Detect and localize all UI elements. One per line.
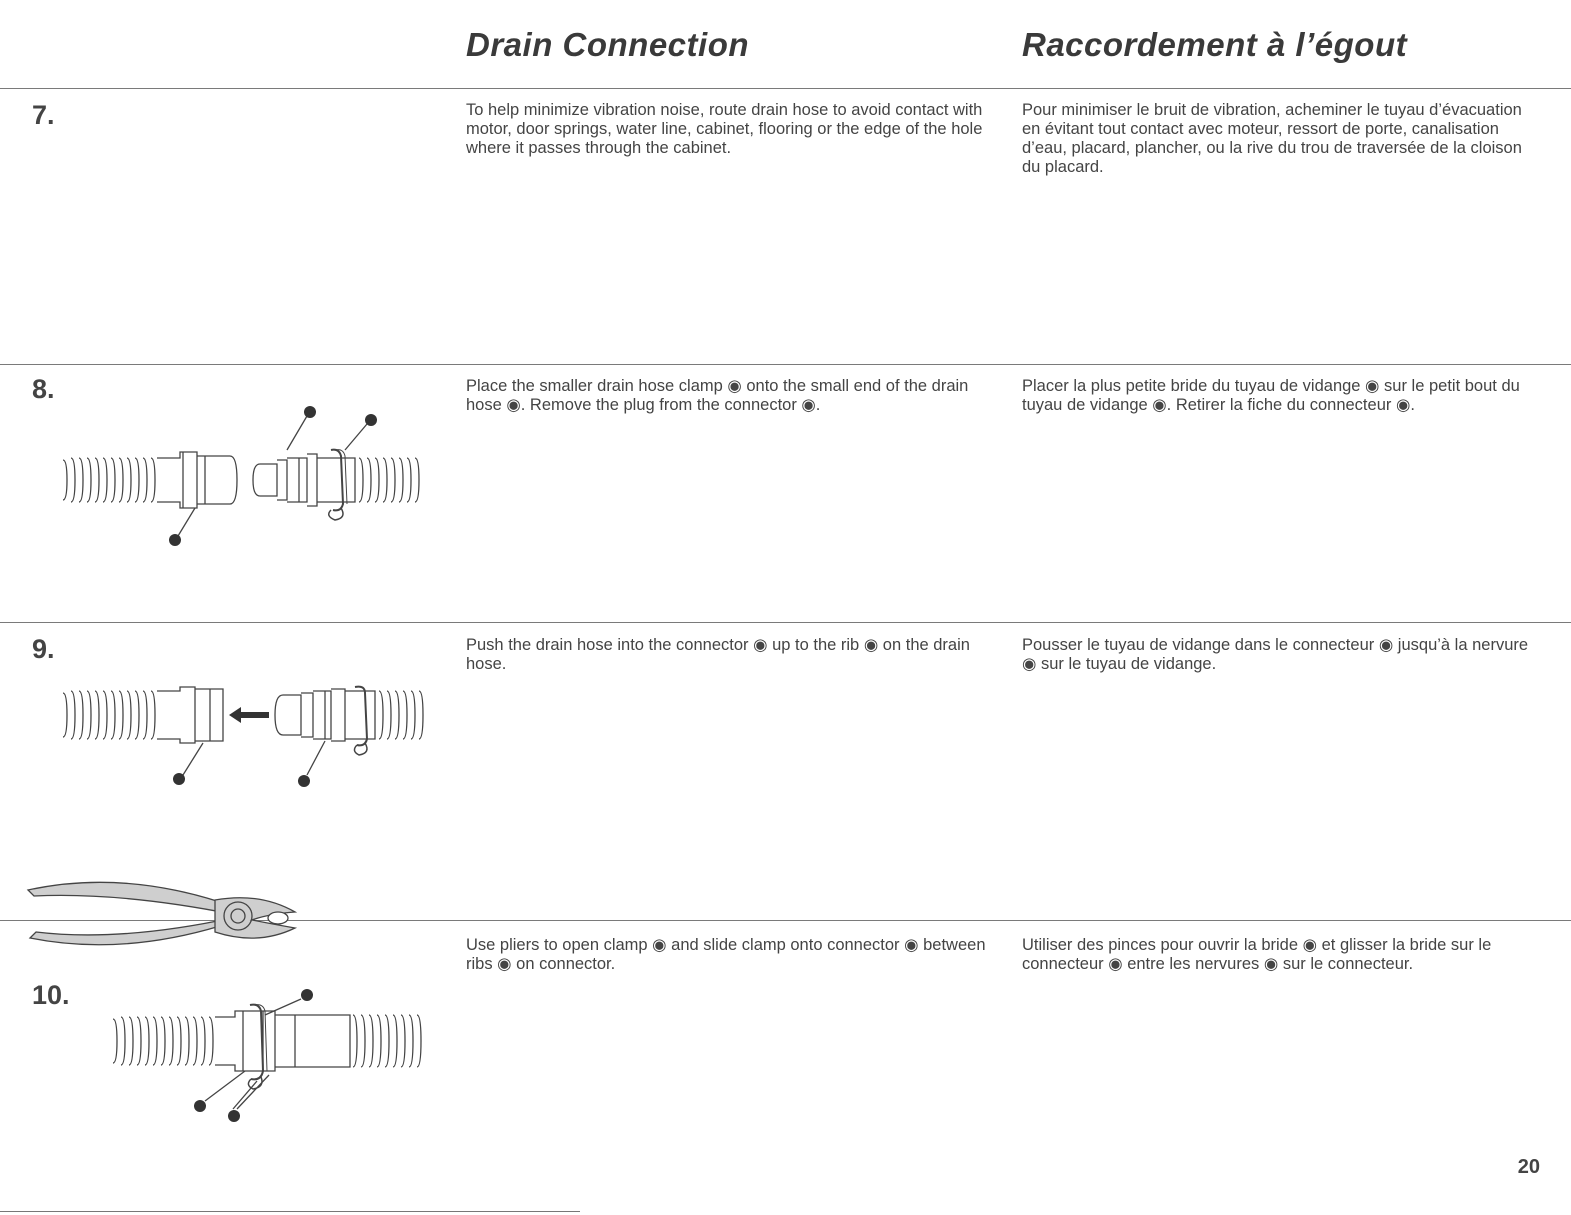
step-text-french: Utiliser des pinces pour ouvrir la bride ◉ et glisser la bride sur le connecteur ◉ entre les nervures ◉ sur le connecteur.	[1022, 936, 1492, 973]
marker-n	[365, 414, 377, 426]
section-title-french: Raccordement à l’égout	[1022, 26, 1408, 63]
marker-o	[298, 775, 310, 787]
step-text-english: To help minimize vibration noise, route drain hose to avoid contact with motor, door springs, water line, cabinet, flooring or the edge of the hole where it passes through the cabinet.	[466, 101, 983, 157]
drain-hose-clamp-connector-illustration	[55, 400, 435, 550]
step-number: 7.	[32, 100, 55, 130]
marker-n	[301, 989, 313, 1001]
corrugated-hose-icon	[63, 458, 155, 502]
pliers-clamp-illustration	[105, 985, 435, 1130]
step-text-english: Place the smaller drain hose clamp ◉ onto the small end of the drain hose ◉. Remove the plug from the connector ◉.	[466, 377, 969, 414]
page-number: 20	[1517, 1156, 1540, 1178]
push-hose-into-connector-illustration	[55, 675, 435, 800]
step-text-english: Push the drain hose into the connector ◉ up to the rib ◉ on the drain hose.	[466, 636, 970, 673]
divider	[0, 1211, 580, 1212]
section-title-english: Drain Connection	[466, 26, 750, 63]
step-text-english: Use pliers to open clamp ◉ and slide clamp onto connector ◉ between ribs ◉ on connector.	[466, 936, 986, 973]
pliers-icon	[10, 862, 310, 962]
marker-p	[169, 534, 181, 546]
step-number: 8.	[32, 374, 55, 404]
marker-o	[228, 1110, 240, 1122]
step-text-french: Pour minimiser le bruit de vibration, acheminer le tuyau d’évacuation en évitant tout contact avec moteur, ressort de porte, canalisation d’eau, placard, plancher, ou la rive du trou de traversée de la cloison du placard.	[1022, 101, 1522, 176]
arrow-left-icon	[229, 707, 269, 723]
divider	[0, 364, 1571, 365]
marker-p	[194, 1100, 206, 1112]
divider	[0, 622, 1571, 623]
marker-p	[173, 773, 185, 785]
step-number: 10.	[32, 980, 70, 1010]
marker-o	[304, 406, 316, 418]
step-text-french: Placer la plus petite bride du tuyau de vidange ◉ sur le petit bout du tuyau de vidange ◉. Retirer la fiche du connecteur ◉.	[1022, 377, 1520, 414]
divider	[0, 88, 1571, 89]
step-number: 9.	[32, 634, 55, 664]
step-text-french: Pousser le tuyau de vidange dans le connecteur ◉ jusqu’à la nervure ◉ sur le tuyau de vidange.	[1022, 636, 1529, 673]
